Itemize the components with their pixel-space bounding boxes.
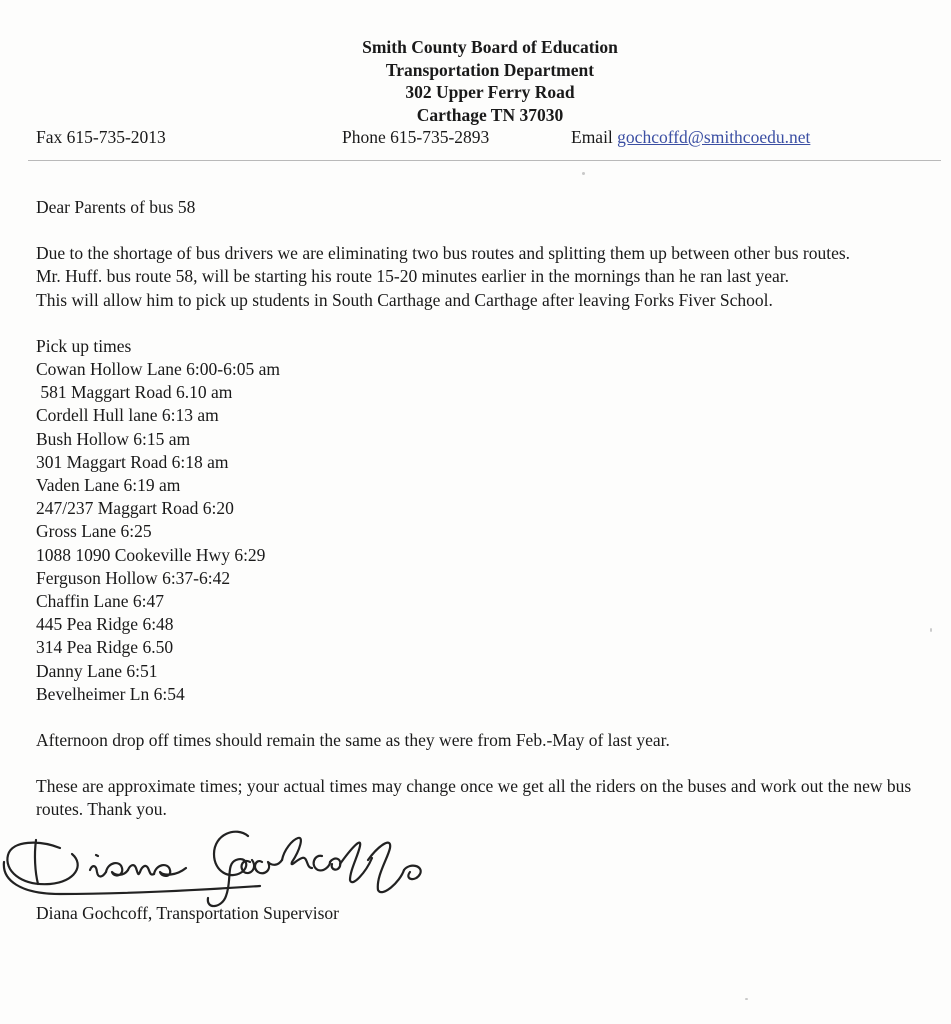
list-item: 247/237 Maggart Road 6:20 (36, 498, 234, 519)
scan-speck (745, 998, 748, 1000)
scan-speck (582, 172, 585, 175)
scan-speck (930, 628, 932, 632)
list-item: Ferguson Hollow 6:37-6:42 (36, 567, 231, 588)
list-item: Bush Hollow 6:15 am (36, 428, 191, 449)
signer-name-title: Diana Gochcoff, Transportation Supervisor (36, 903, 339, 923)
letterhead (0, 36, 951, 126)
email-block (571, 126, 810, 148)
paragraph-pickup-area: This will allow him to pick up students in South Carthage and Carthage after leaving Forks Fiver School. (36, 289, 773, 310)
email-link[interactable]: gochcoffd@smithcoedu.net (617, 127, 811, 147)
pickup-times-list (36, 358, 941, 706)
list-item: Chaffin Lane 6:47 (36, 591, 164, 612)
closing-note: These are approximate times; your actual times may change once we get all the riders on the buses and work out the new bus routes. Thank you. (36, 776, 912, 820)
email-label: Email (571, 127, 613, 147)
street-address: 302 Upper Ferry Road (405, 82, 575, 102)
paragraph-driver-schedule: Mr. Huff. bus route 58, will be starting his route 15-20 minutes earlier in the mornings than he ran last year. (36, 266, 789, 287)
header-divider (28, 160, 941, 161)
salutation: Dear Parents of bus 58 (36, 197, 196, 217)
list-item: 301 Maggart Road 6:18 am (36, 451, 229, 472)
department-name: Transportation Department (385, 59, 595, 80)
organization-name: Smith County Board of Education (362, 37, 618, 57)
list-item: 445 Pea Ridge 6:48 (36, 614, 174, 635)
letter-body (36, 196, 941, 822)
list-item: Cordell Hull lane 6:13 am (36, 405, 219, 426)
fax-number: Fax 615-735-2013 (36, 127, 166, 147)
afternoon-note: Afternoon drop off times should remain the same as they were from Feb.-May of last year. (36, 730, 670, 751)
pickup-heading: Pick up times (36, 335, 132, 356)
list-item: 581 Maggart Road 6.10 am (36, 382, 233, 403)
paragraph-route-change: Due to the shortage of bus drivers we are eliminating two bus routes and splitting them up between other bus routes. (36, 243, 851, 264)
city-state-zip: Carthage TN 37030 (416, 104, 564, 125)
list-item: 314 Pea Ridge 6.50 (36, 637, 174, 658)
list-item: Gross Lane 6:25 (36, 521, 152, 542)
list-item: Danny Lane 6:51 (36, 660, 158, 681)
list-item: Bevelheimer Ln 6:54 (36, 683, 185, 704)
list-item: Vaden Lane 6:19 am (36, 475, 181, 496)
list-item: Cowan Hollow Lane 6:00-6:05 am (36, 359, 280, 380)
list-item: 1088 1090 Cookeville Hwy 6:29 (36, 544, 266, 565)
phone-number: Phone 615-735-2893 (342, 127, 490, 147)
